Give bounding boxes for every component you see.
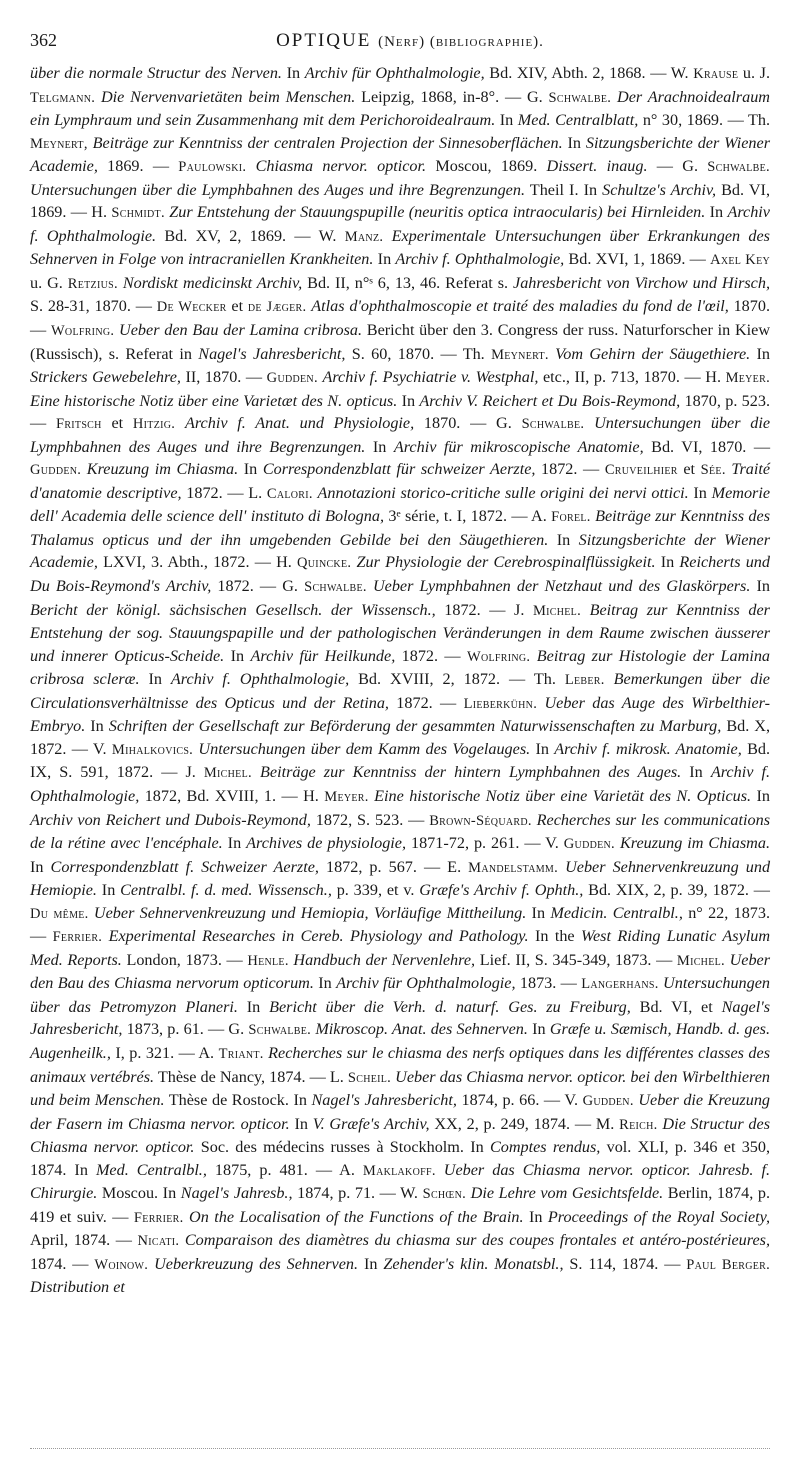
citation-text: 1872. — L. — [181, 483, 267, 502]
citation-title: Die Structur des Chiasma nervor. opticor. — [30, 1114, 771, 1157]
citation-text: 1870. — G. — [414, 414, 522, 433]
citation-title: Medicin. Centralbl., — [550, 903, 683, 922]
citation-title: Memorie dell' Academia delle science dell' instituto di Bologna, — [30, 483, 771, 526]
citation-title: Archiv f. Ophthalmologie, — [30, 763, 771, 805]
footer-rule — [30, 1448, 770, 1449]
citation-title: Archiv V. Reichert et Du Bois-Reymond, — [419, 391, 681, 410]
citation-title: Comptes rendus, — [489, 1138, 601, 1157]
citation-text: II, 1870. — — [180, 368, 267, 387]
citation-title: Nagel's Jahresbericht, — [198, 344, 346, 363]
citation-title: Reicherts und Du Bois-Reymond's Archiv, — [30, 553, 770, 596]
citation-text: Bericht über den 3. Congress der russ. Naturforscher in Kiew (Russisch), s. Referat in — [30, 321, 771, 363]
citation-title: Nordiskt medicinskt Archiv, — [122, 273, 303, 292]
citation-text: Bd. X, 1872. — V. — [30, 717, 770, 758]
author-name: Gudden. — [582, 1093, 634, 1110]
citation-text: 1873, p. 61. — G. — [122, 1020, 249, 1039]
citation-text: n° 22, 1873. — — [30, 903, 771, 946]
citation-title: Zur Entstehung der Stauungspupille (neuritis optica intraocularis) bei Hirnleiden. — [169, 203, 706, 222]
citation-title: Ueber Sehnervenkreuzung und Hemiopie. — [30, 857, 771, 900]
citation-text: Bd. XIX, 2, p. 39, 1872. — — [583, 881, 770, 900]
citation-title: Recherches sur le chiasma des nerfs optiques dans les différentes classes des animaux vertébrés. — [30, 1043, 770, 1086]
citation-title: Med. Centralblatt, — [517, 111, 639, 130]
citation-title: Schultze's Archiv, — [602, 180, 717, 199]
citation-text: In — [85, 717, 109, 736]
author-name: Ferrier. — [52, 929, 103, 946]
document-page — [30, 30, 770, 1299]
citation-text: In — [688, 483, 712, 502]
citation-title: Kreuzung im Chiasma. — [86, 460, 239, 479]
citation-text — [584, 414, 594, 432]
citation-title: Chiasma nervor. opticor. — [255, 157, 427, 176]
author-name: Manz. — [344, 228, 384, 245]
citation-text: In — [313, 974, 337, 993]
citation-title: Archiv f. Psychiatrie v. Westphal, — [322, 368, 539, 387]
author-name: Meyer. — [725, 370, 770, 387]
author-name: Mihalkovics. — [111, 741, 194, 758]
author-name: Ferrier. — [133, 1209, 184, 1226]
citation-text: Bd. VI, et — [630, 997, 722, 1016]
author-name: Michel. — [203, 765, 252, 782]
citation-text: 1872. — — [535, 460, 605, 479]
citation-text: 1872, p. 567. — E. — [318, 857, 469, 876]
citation-text: In — [238, 460, 263, 479]
citation-title: Untersuchungen über die Lymphbahnen des Auges und ihre Begrenzungen. — [30, 414, 771, 456]
citation-title: Untersuchungen über das Petromyzon Planeri. — [30, 974, 771, 1016]
citation-text: 1874, p. 66. — V. — [456, 1091, 583, 1110]
author-name: Meynert. — [491, 346, 549, 363]
citation-text: In — [222, 834, 247, 853]
citation-text: In — [705, 203, 728, 222]
citation-text: Bd. XVI, 1, 1869. — — [564, 250, 711, 269]
author-name: Maklakoff. — [362, 1162, 436, 1179]
citation-title: Beitrag zur Histologie der Lamina cribrosa scleræ. — [30, 646, 771, 689]
citation-title: Die Lehre vom Gesichtsfelde. — [470, 1184, 664, 1203]
author-name: Meynert, — [30, 135, 88, 152]
citation-title: Archives de physiologie, — [246, 834, 407, 853]
citation-text — [691, 1161, 699, 1179]
author-name: Calori. — [266, 485, 313, 502]
citation-text: Bd. XV, 2, 1869. — W. — [156, 226, 345, 245]
citation-text: 1874, p. 71. — W. — [292, 1184, 423, 1203]
citation-text: Moscou. In — [97, 1184, 181, 1203]
citation-title: Zehender's klin. Monatsbl., — [383, 1254, 564, 1273]
author-name: Gudden. — [266, 370, 318, 387]
citation-title: Nagel's Jahresbericht, — [30, 997, 770, 1039]
citation-text: In — [548, 530, 579, 549]
citation-text: In — [373, 250, 396, 269]
citation-title: Annotazioni storico-critiche sulle origini dei nervi ottici. — [317, 483, 689, 502]
citation-title: Distribution et — [30, 1278, 125, 1297]
citation-text — [252, 763, 260, 781]
citation-text: 1869. — — [97, 157, 179, 176]
citation-title: Untersuchungen über die Lymphbahnen des Auges und ihre Begrenzungen. — [30, 180, 526, 199]
author-name: Schwalbe. — [304, 579, 367, 596]
citation-title: V. Græfe's Archiv, — [312, 1114, 430, 1133]
citation-text — [175, 414, 185, 432]
citation-title: Beiträge zur Kenntniss des Thalamus opticus und der ihn umgebenden Gebilde bei den Säugethieren. — [30, 507, 770, 549]
citation-title: Jahresbericht von Virchow und Hirsch, — [513, 273, 770, 292]
citation-title: Eine historische Notiz über eine Varietät des N. Opticus. — [374, 786, 752, 805]
citation-text: Bd. VI, 1869. — H. — [30, 180, 770, 222]
page-header — [30, 30, 770, 62]
citation-title: Archiv von Reichert und Dubois-Reymond, — [30, 810, 311, 829]
citation-title: Græfe u. Sæmisch, Handb. d. ges. Augenheilk., — [30, 1020, 771, 1062]
author-name: Langerhans. — [581, 976, 659, 993]
citation-title: Schriften der Gesellschaft zur Beförderung der gesammten Naturwissenschaften zu Marburg, — [108, 717, 722, 736]
author-name: Forel. — [551, 509, 591, 526]
citation-text: 1872. — J. — [435, 600, 533, 619]
citation-text — [581, 601, 590, 619]
citation-text: In — [681, 763, 711, 782]
author-name: Henle. — [247, 952, 289, 969]
citation-title: Untersuchungen über dem Kamm des Vogelauges. — [198, 739, 531, 758]
author-name: Schwalbe. — [548, 89, 612, 106]
citation-title: Bericht über die Verh. d. naturf. Ges. zu Freiburg, — [269, 997, 631, 1016]
bibliography-text — [30, 62, 770, 1299]
citation-title: Dissert. inaug. — [546, 157, 648, 176]
citation-text: In — [495, 111, 518, 130]
author-name: Leber. — [564, 672, 605, 689]
citation-title: Ueber die Kreuzung der Fasern im Chiasma nervor. opticor. — [30, 1091, 771, 1133]
citation-text: In — [365, 437, 394, 456]
author-name: Mandelstamm. — [468, 859, 559, 876]
citation-title: Med. Centralbl., — [95, 1160, 207, 1179]
citation-text: In — [523, 1207, 548, 1226]
citation-title: Ueberkreuzung des Sehnerven. — [154, 1254, 359, 1273]
author-name: Paul Berger. — [686, 1256, 771, 1273]
running-head — [50, 30, 770, 52]
citation-text: In the — [528, 927, 581, 946]
citation-text: Bd. IX, S. 591, 1872. — J. — [30, 739, 771, 782]
citation-title: Ueber den Bau der Lamina cribrosa. — [119, 321, 363, 340]
citation-title: Centralbl. f. d. med. Wissensch., — [120, 881, 332, 900]
citation-title: Archiv f. mikrosk. Anatomie, — [554, 739, 742, 758]
author-name: Gudden. — [30, 462, 82, 479]
citation-title: Archiv für Ophthalmologie, — [336, 974, 516, 993]
author-name: Schwalbe. — [707, 159, 770, 176]
citation-text: In — [562, 133, 586, 152]
running-head-sub: (Nerf) (bibliographie). — [378, 34, 544, 50]
citation-text: Bd. XVIII, 2, 1872. — Th. — [349, 670, 565, 689]
citation-text: 1872. — G. — [211, 577, 305, 596]
citation-title: Eine historische Notiz über eine Varietæt des N. opticus. — [30, 391, 398, 410]
citation-text: In — [139, 670, 171, 689]
citation-title: Recherches sur les communications de la rétine avec l'encéphale. — [30, 810, 771, 853]
citation-text: In — [358, 1254, 384, 1273]
author-name: Schœn. — [422, 1186, 467, 1203]
citation-title: Correspondenzblatt für schweizer Aerzte, — [262, 460, 536, 479]
citation-text: Moscou, 1869. — [426, 157, 547, 176]
citation-text: In — [397, 391, 420, 410]
citation-title: Archiv f. Ophthalmologie, — [170, 670, 350, 689]
citation-text: Thèse de Rostock. In — [164, 1091, 312, 1110]
citation-title: Archiv für mikroscopische Anatomie, — [393, 437, 644, 456]
citation-title: On the Localisation of the Functions of the Brain. — [189, 1207, 524, 1226]
citation-text: In — [224, 646, 251, 665]
citation-text — [605, 670, 614, 688]
author-name: Meyer. — [324, 788, 369, 805]
citation-title: Beiträge zur Kenntniss der centralen Projection der Sinnesoberflächen. — [92, 133, 563, 152]
citation-title: Traité d'anatomie descriptive, — [30, 460, 771, 502]
citation-text: n° 30, 1869. — Th. — [638, 111, 771, 130]
citation-text: In — [527, 1020, 550, 1039]
author-name: Paulowski. — [178, 159, 247, 176]
citation-text: Theil I. In — [525, 180, 603, 199]
citation-text: 3ᵉ série, t. I, 1872. — A. — [384, 507, 552, 526]
citation-title: Ueber den Bau des Chiasma nervorum opticorum. — [30, 950, 771, 993]
author-name: Nicati. — [137, 1233, 180, 1250]
citation-text: Bd. XIV, Abth. 2, 1868. — W. — [484, 64, 694, 82]
author-name: Reich. — [619, 1116, 658, 1133]
author-name: Wolfring. — [467, 648, 531, 665]
author-name: de Jæger. — [247, 299, 307, 316]
citation-title: über die normale Structur des Nerven. — [30, 64, 282, 82]
citation-text: In — [96, 881, 121, 900]
citation-text: Leipzig, 1868, in-8°. — G. — [355, 87, 549, 106]
citation-title: Archiv f. Ophthalmologie, — [395, 250, 565, 269]
citation-text: I, p. 321. — A. — [110, 1043, 219, 1062]
citation-title: Græfe's Archiv f. Ophth., — [419, 881, 584, 900]
citation-text: 1872. — — [395, 646, 467, 665]
citation-text: Bd. VI, 1870. — — [643, 437, 771, 456]
citation-title: Sitzungsberichte der Wiener Academie, — [30, 530, 771, 572]
citation-text: In — [750, 577, 771, 596]
author-name: Michel. — [532, 602, 581, 619]
citation-title: Archiv f. Anat. und Physiologie, — [184, 414, 415, 433]
citation-text — [436, 1161, 444, 1179]
citation-text: 1872, Bd. XVIII, 1. — H. — [139, 786, 325, 805]
author-name: Fritsch — [55, 416, 102, 433]
citation-text: vol. XLI, p. 346 et 350, 1874. In — [30, 1138, 771, 1179]
author-name: De Wecker — [156, 299, 227, 316]
citation-text: In — [526, 903, 551, 922]
citation-title: Zur Physiologie der Cerebrospinalflüssigkeit. — [356, 553, 656, 572]
citation-text: Berlin, 1874, p. 419 et suiv. — — [30, 1184, 771, 1226]
author-name: Telgmann. — [30, 89, 96, 106]
citation-text: S. 114, 1874. — — [563, 1254, 687, 1273]
citation-title: West Riding Lunatic Asylum Med. Reports. — [30, 927, 771, 969]
author-name: Schwalbe. — [248, 1022, 312, 1039]
citation-text: Soc. des médecins russes à Stockholm. In — [194, 1138, 490, 1157]
author-name: Schmidt. — [111, 205, 165, 222]
running-head-main: OPTIQUE — [276, 30, 372, 51]
citation-text: et — [101, 414, 133, 433]
citation-text: 1872, S. 523. — — [310, 810, 430, 829]
citation-title: Nagel's Jahresb., — [180, 1184, 293, 1203]
citation-title: Strickers Gewebelehre, — [30, 368, 181, 387]
citation-text: In — [750, 344, 771, 363]
citation-text: London, 1873. — — [121, 950, 248, 969]
citation-title: Jahresb. f. Chirurgie. — [30, 1160, 770, 1203]
citation-title: Handbuch der Nervenlehre, — [293, 950, 476, 969]
citation-title: Vom Gehirn der Säugethiere. — [555, 344, 751, 363]
citation-text: Lief. II, S. 345-349, 1873. — — [475, 950, 677, 969]
citation-text: 1870. — — [30, 297, 771, 340]
citation-text: u. G. — [30, 273, 68, 292]
citation-text: LXVI, 3. Abth., 1872. — H. — [97, 553, 298, 572]
citation-title: Der Arachnoidealraum ein Lymphraum und sein Zusammenhang mit dem Perichoroidealraum. — [30, 87, 770, 130]
citation-title: Beitrag zur Kenntniss der Entstehung der sog. Stauungspapille und der pathologischen Veränderungen in dem Raume zwischen äusserer und innerer Opticus-Scheide. — [30, 600, 770, 665]
author-name: Triant. — [218, 1045, 264, 1062]
citation-text: 1873. — — [515, 974, 582, 993]
citation-text: In — [281, 64, 305, 82]
citation-text: 1871-72, p. 261. — V. — [406, 834, 564, 853]
citation-text: In — [751, 786, 770, 805]
citation-text: April, 1874. — — [30, 1231, 138, 1250]
citation-title: Archiv für Heilkunde, — [250, 646, 396, 665]
author-name: Cruveilhier — [604, 462, 678, 479]
citation-title: Nagel's Jahresbericht, — [311, 1091, 457, 1110]
author-name: Gudden. — [563, 836, 615, 853]
citation-text: 1870, p. 523. — — [30, 391, 771, 433]
citation-text: S. 28-31, 1870. — — [30, 297, 157, 316]
author-name: Du même. — [30, 905, 89, 922]
author-name: Woinow. — [94, 1256, 149, 1273]
citation-text: XX, 2, p. 249, 1874. — M. — [429, 1114, 620, 1133]
citation-title: Atlas d'ophthalmoscopie et traité des maladies du fond de l'œil, — [311, 297, 729, 316]
citation-title: Ueber Sehnervenkreuzung und Hemiopia, Vorläufige Mittheilung. — [93, 903, 527, 922]
author-name: Scheil. — [347, 1069, 392, 1086]
citation-title: Archiv f. Ophthalmologie. — [30, 203, 770, 245]
citation-text: p. 339, et v. — [331, 881, 420, 900]
page-number: 362 — [30, 30, 57, 50]
citation-title: Ueber das Chiasma nervor. opticor. bei den Wirbelthieren und beim Menschen. — [30, 1067, 770, 1110]
citation-text: 1872. — — [388, 693, 464, 712]
citation-text: In — [237, 997, 270, 1016]
citation-title: Comparaison des diamètres du chiasma sur des coupes frontales et antéro-postérieures, — [184, 1231, 771, 1250]
citation-text: In — [30, 857, 51, 876]
citation-title: Archiv für Ophthalmologie, — [304, 64, 485, 82]
author-name: Michel. — [676, 952, 725, 969]
citation-title: Ueber das Auge des Wirbelthier-Embryo. — [30, 693, 771, 736]
citation-title: Ueber Lymphbahnen der Netzhaut und des Glaskörpers. — [372, 577, 751, 596]
citation-title: Beiträge zur Kenntniss der hintern Lymphbahnen des Auges. — [260, 763, 682, 782]
author-name: Brown-Séquard. — [429, 812, 532, 829]
citation-text: — G. — [647, 157, 708, 176]
citation-text: 1875, p. 481. — A. — [206, 1160, 363, 1179]
citation-text: u. J. — [738, 64, 770, 82]
citation-text: In — [289, 1114, 313, 1133]
citation-text: et — [226, 297, 248, 316]
citation-text: et — [677, 460, 701, 479]
author-name: Hitzig. — [132, 416, 176, 433]
citation-title: Sitzungsberichte der Wiener Academie, — [30, 133, 771, 176]
citation-text: Thèse de Nancy, 1874. — L. — [154, 1067, 348, 1086]
citation-title: Proceedings of the Royal Society, — [547, 1207, 771, 1226]
author-name: Wolfring. — [50, 323, 115, 340]
author-name: Quincke. — [297, 555, 352, 572]
citation-title: Bemerkungen über die Circulationsverhältnisse des Opticus und der Retina, — [30, 670, 770, 712]
author-name: Krause — [693, 66, 739, 82]
citation-title: Die Nervenvarietäten beim Menschen. — [100, 87, 356, 106]
citation-title: Experimentale Untersuchungen über Erkrankungen des Sehnerven in Folge von intracraniellen Krankheiten. — [30, 226, 770, 269]
author-name: Lieberkühn. — [463, 695, 538, 712]
citation-text — [246, 157, 255, 175]
citation-text: S. 60, 1870. — Th. — [345, 344, 492, 363]
citation-text: In — [655, 553, 680, 572]
author-name: Axel Key — [710, 252, 770, 269]
author-name: Sée. — [700, 462, 726, 479]
author-name: Retzius. — [67, 275, 118, 292]
citation-text — [383, 227, 391, 245]
author-name: Schwalbe. — [521, 416, 585, 433]
citation-title: Ueber das Chiasma nervor. opticor. — [443, 1160, 691, 1179]
citation-title: Bericht der königl. sächsischen Gesellsch. der Wissensch., — [30, 600, 436, 619]
citation-text: Bd. II, n°ˢ 6, 13, 46. Referat s. — [302, 273, 514, 292]
citation-title: Experimental Researches in Cereb. Physiology and Pathology. — [108, 927, 529, 946]
citation-title: Correspondenzblatt f. Schweizer Aerzte, — [50, 857, 319, 876]
citation-title: Kreuzung im Chiasma. — [619, 834, 771, 853]
citation-text: In — [530, 739, 555, 758]
citation-text: etc., II, p. 713, 1870. — H. — [538, 368, 726, 387]
citation-text: 1874. — — [30, 1254, 95, 1273]
citation-title: Mikroscop. Anat. des Sehnerven. — [315, 1020, 528, 1039]
